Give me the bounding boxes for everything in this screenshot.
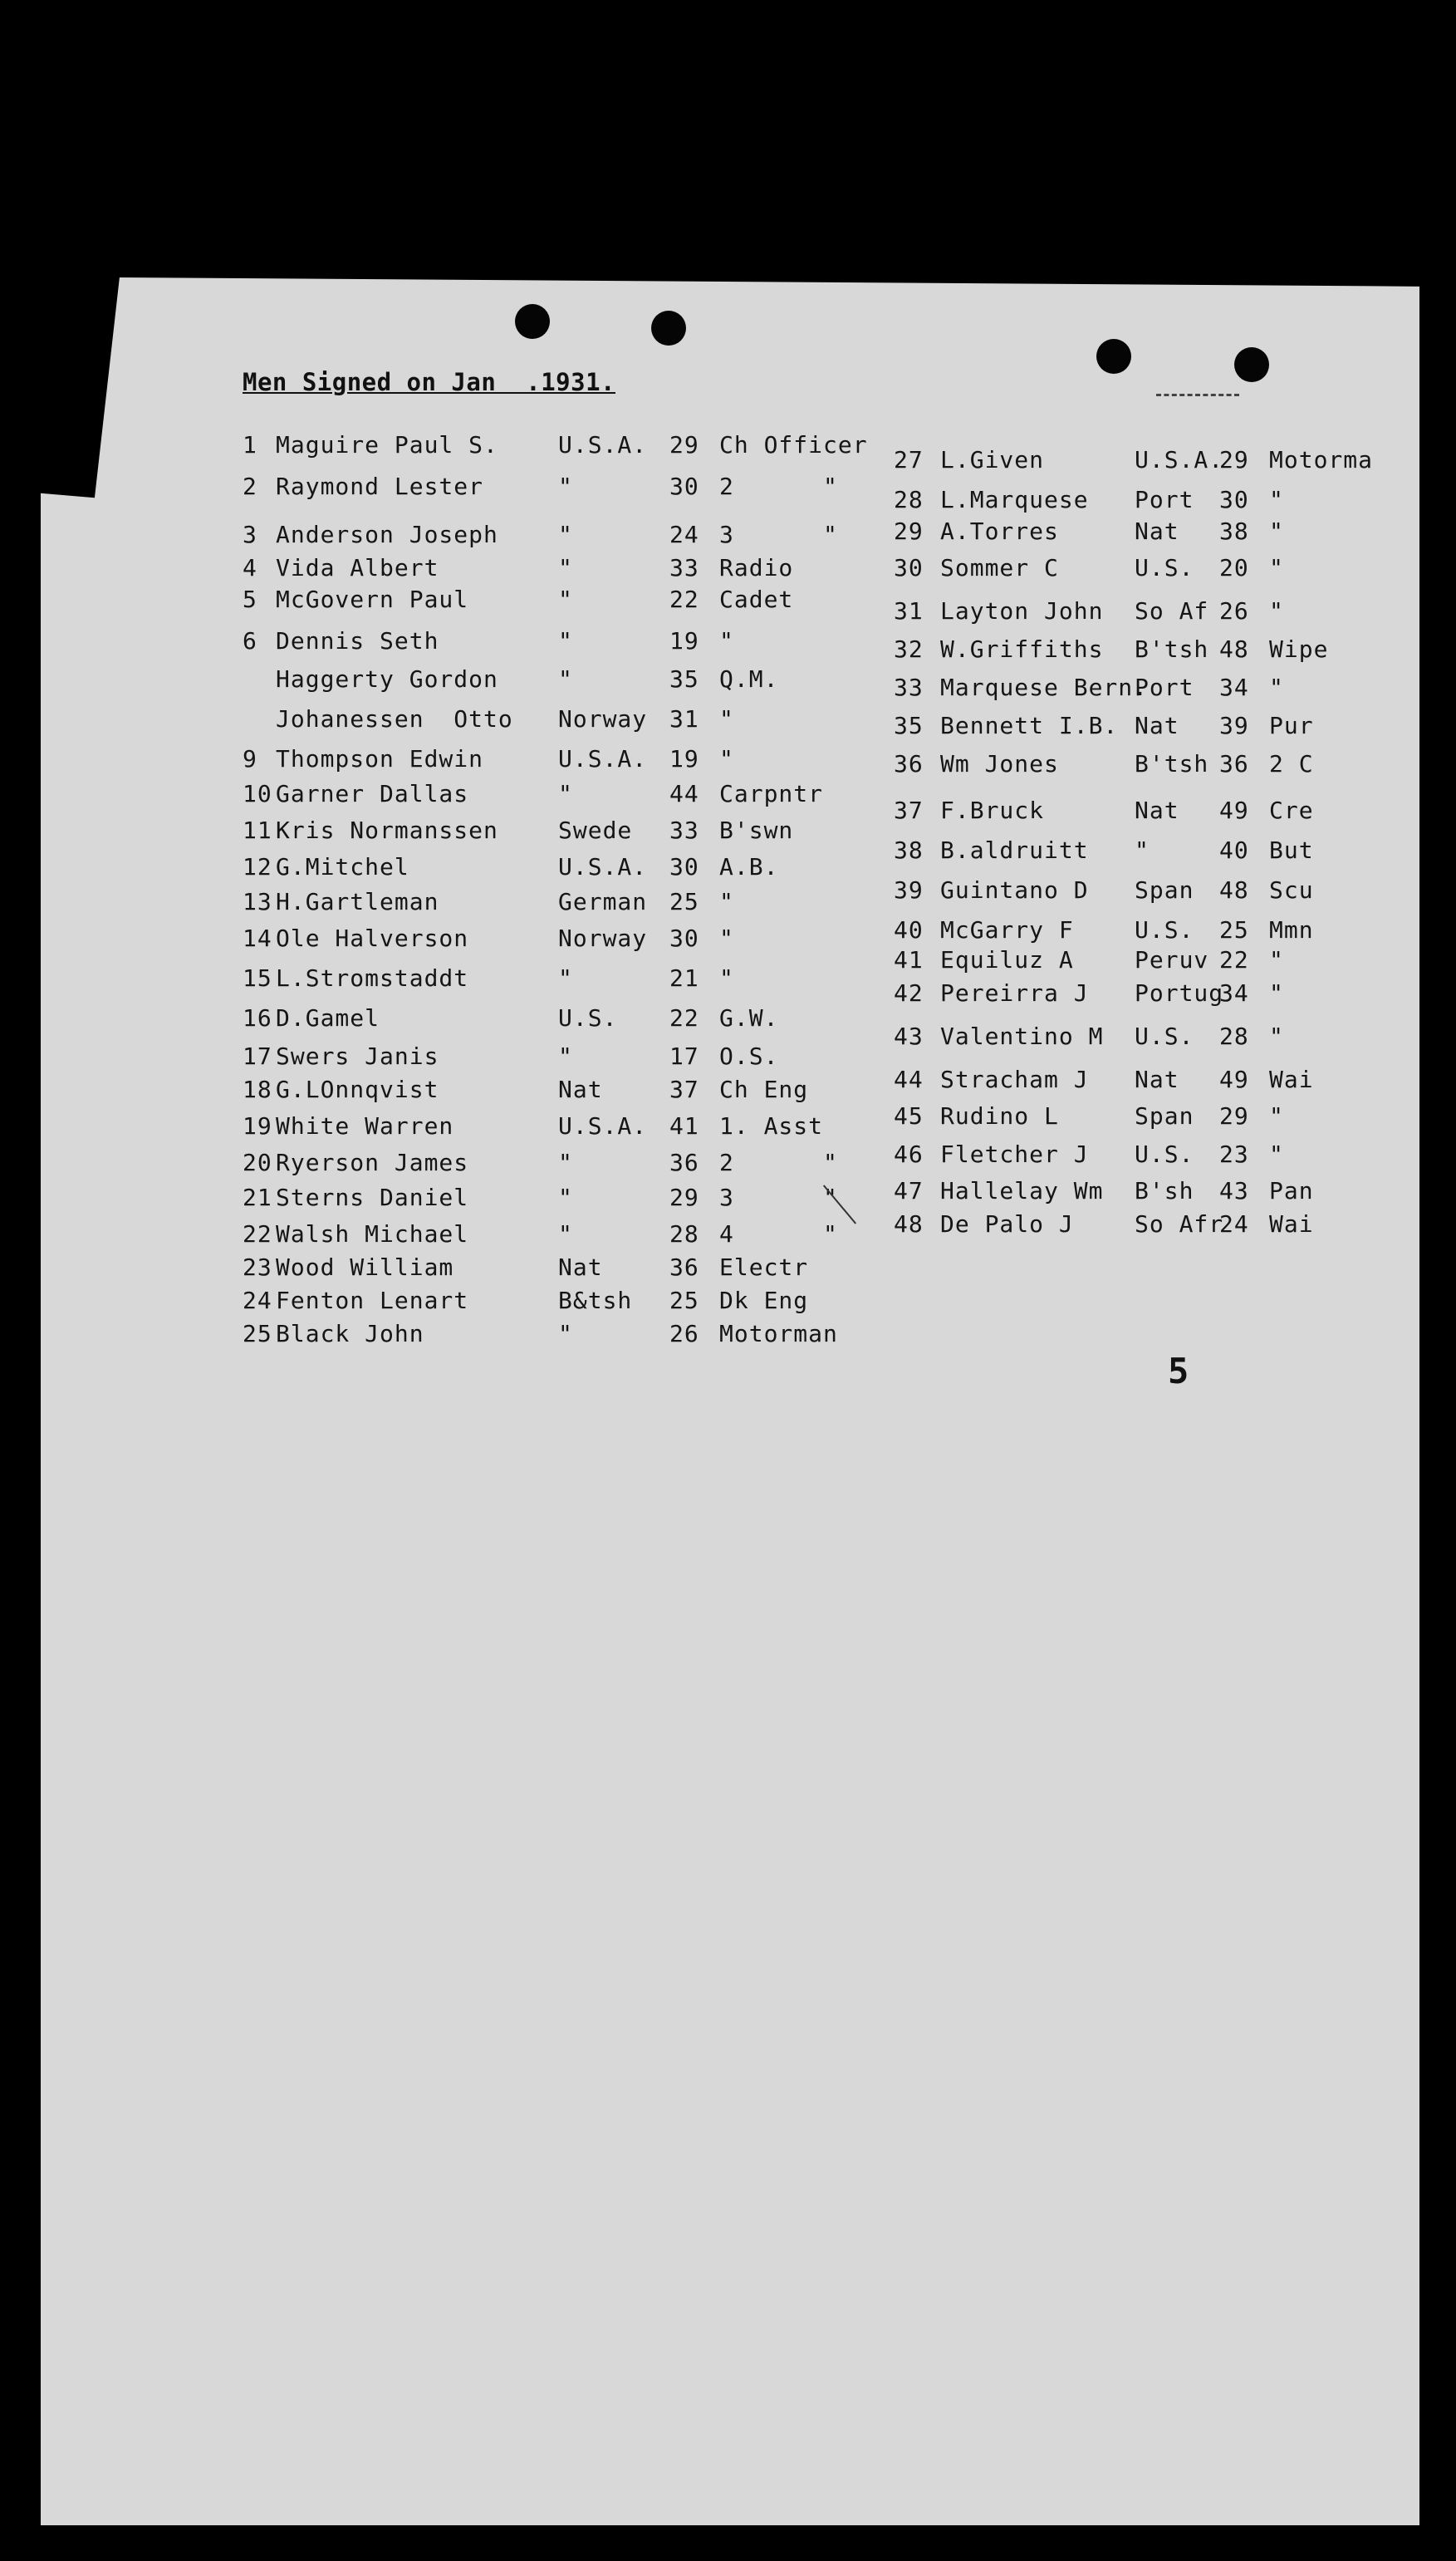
crew-name: Sterns Daniel (276, 1184, 469, 1211)
crew-rating: Q.M. (719, 665, 779, 693)
crew-name: Marquese Bern. (940, 674, 1149, 701)
crew-rating: " (1269, 1102, 1284, 1130)
crew-no: 41 (894, 946, 924, 974)
crew-nat: U.S.A. (558, 1112, 648, 1140)
crew-age: 41 (669, 1112, 699, 1140)
crew-name: Equiluz A (940, 946, 1074, 974)
crew-name: F.Bruck (940, 797, 1045, 824)
crew-nat: Nat (1135, 518, 1179, 545)
crew-age: 23 (1219, 1141, 1249, 1168)
crew-name: Pereirra J (940, 979, 1089, 1007)
crew-no: 15 (243, 964, 272, 992)
crew-nat: " (1135, 836, 1150, 864)
crew-no: 33 (894, 674, 924, 701)
crew-nat: Norway (558, 705, 648, 733)
crew-age: 29 (1219, 446, 1249, 473)
crew-name: Sommer C (940, 554, 1059, 581)
crew-rating: Mmn (1269, 916, 1314, 944)
crew-nat: German (558, 888, 648, 915)
page-number: 5 (1168, 1351, 1189, 1391)
crew-nat: Span (1135, 876, 1194, 904)
crew-age: 39 (1219, 712, 1249, 739)
crew-nat: U.S.A. (558, 431, 648, 459)
crew-nat: " (558, 627, 573, 655)
crew-no: 30 (894, 554, 924, 581)
crew-name: G.Mitchel (276, 853, 409, 881)
crew-age: 33 (669, 554, 699, 581)
crew-age: 36 (1219, 750, 1249, 778)
crew-rating: Wai (1269, 1066, 1314, 1093)
crew-name: Dennis Seth (276, 627, 439, 655)
crew-rating: " (719, 745, 734, 773)
crew-name: Bennett I.B. (940, 712, 1119, 739)
crew-no: 11 (243, 817, 272, 844)
crew-nat: U.S. (1135, 554, 1194, 581)
crew-name: Stracham J (940, 1066, 1089, 1093)
crew-no: 45 (894, 1102, 924, 1130)
crew-age: 34 (1219, 674, 1249, 701)
crew-no: 21 (243, 1184, 272, 1211)
crew-no: 13 (243, 888, 272, 915)
crew-no: 47 (894, 1177, 924, 1204)
crew-age: 22 (669, 1004, 699, 1032)
crew-age: 44 (669, 780, 699, 807)
crew-name: L.Stromstaddt (276, 964, 469, 992)
crew-name: Rudino L (940, 1102, 1059, 1130)
crew-name: Layton John (940, 597, 1104, 625)
crew-nat: Swede (558, 817, 633, 844)
punch-hole (1096, 339, 1131, 374)
crew-rating: Ch Officer (719, 431, 868, 459)
crew-rating: " (1269, 1023, 1284, 1050)
crew-nat: So Afr (1135, 1210, 1224, 1238)
crew-nat: U.S. (1135, 1141, 1194, 1168)
crew-nat: U.S. (1135, 916, 1194, 944)
crew-name: Hallelay Wm (940, 1177, 1104, 1204)
crew-name: McGovern Paul (276, 586, 469, 613)
crew-age: 49 (1219, 1066, 1249, 1093)
crew-age: 25 (669, 888, 699, 915)
crew-rating: " (1269, 979, 1284, 1007)
crew-name: Wood William (276, 1254, 454, 1281)
crew-rating: Scu (1269, 876, 1314, 904)
crew-name: H.Gartleman (276, 888, 439, 915)
crew-age: 29 (669, 431, 699, 459)
crew-age: 43 (1219, 1177, 1249, 1204)
crew-rating: O.S. (719, 1043, 779, 1070)
crew-name: Garner Dallas (276, 780, 469, 807)
crew-nat: Nat (558, 1254, 603, 1281)
crew-age: 26 (669, 1320, 699, 1347)
crew-nat: So Af (1135, 597, 1209, 625)
crew-nat: " (558, 964, 573, 992)
crew-age: 33 (669, 817, 699, 844)
crew-name: A.Torres (940, 518, 1059, 545)
crew-rating: G.W. (719, 1004, 779, 1032)
crew-nat: " (558, 521, 573, 548)
crew-name: Anderson Joseph (276, 521, 498, 548)
crew-name: Walsh Michael (276, 1220, 469, 1248)
crew-rating: Pan (1269, 1177, 1314, 1204)
document-page (37, 277, 1419, 2525)
punch-hole (1234, 347, 1269, 382)
crew-age: 28 (1219, 1023, 1249, 1050)
crew-age: 48 (1219, 635, 1249, 663)
crew-no: 40 (894, 916, 924, 944)
crew-name: Wm Jones (940, 750, 1059, 778)
crew-rating: " (1269, 518, 1284, 545)
crew-name: W.Griffiths (940, 635, 1104, 663)
crew-no: 32 (894, 635, 924, 663)
crew-no: 20 (243, 1149, 272, 1176)
crew-age: 49 (1219, 797, 1249, 824)
crew-rating: Radio (719, 554, 794, 581)
crew-nat: B'sh (1135, 1177, 1194, 1204)
crew-age: 30 (669, 473, 699, 500)
crew-no: 48 (894, 1210, 924, 1238)
crew-nat: Nat (1135, 712, 1179, 739)
crew-nat: U.S. (1135, 1023, 1194, 1050)
crew-name: Valentino M (940, 1023, 1104, 1050)
crew-name: Black John (276, 1320, 424, 1347)
crew-no: 37 (894, 797, 924, 824)
punch-hole (651, 311, 686, 346)
crew-no: 28 (894, 486, 924, 513)
crew-age: 25 (669, 1287, 699, 1314)
crew-age: 36 (669, 1149, 699, 1176)
crew-rating: " (1269, 554, 1284, 581)
crew-name: Kris Normanssen (276, 817, 498, 844)
crew-nat: U.S.A. (558, 745, 648, 773)
crew-no: 9 (243, 745, 257, 773)
crew-age: 22 (669, 586, 699, 613)
crew-rating: " (1269, 597, 1284, 625)
crew-no: 18 (243, 1076, 272, 1103)
crew-rating: " (719, 888, 734, 915)
crew-name: Vida Albert (276, 554, 439, 581)
crew-name: G.LOnnqvist (276, 1076, 439, 1103)
crew-no: 3 (243, 521, 257, 548)
crew-age: 21 (669, 964, 699, 992)
crew-rating: 3 " (719, 521, 838, 548)
crew-rating: Carpntr (719, 780, 824, 807)
crew-nat: Peruv (1135, 946, 1209, 974)
crew-rating: 2 " (719, 1149, 838, 1176)
crew-no: 31 (894, 597, 924, 625)
crew-nat: " (558, 1149, 573, 1176)
crew-nat: " (558, 1320, 573, 1347)
crew-age: 48 (1219, 876, 1249, 904)
crew-nat: Span (1135, 1102, 1194, 1130)
crew-name: Fenton Lenart (276, 1287, 469, 1314)
crew-nat: U.S. (558, 1004, 618, 1032)
crew-nat: " (558, 554, 573, 581)
crew-nat: " (558, 1220, 573, 1248)
crew-age: 19 (669, 627, 699, 655)
crew-age: 25 (1219, 916, 1249, 944)
crew-nat: " (558, 1043, 573, 1070)
crew-rating: Motorman (719, 1320, 838, 1347)
crew-rating: " (1269, 674, 1284, 701)
crew-name: D.Gamel (276, 1004, 380, 1032)
crew-no: 14 (243, 925, 272, 952)
crew-rating: B'swn (719, 817, 794, 844)
crew-age: 31 (669, 705, 699, 733)
crew-rating: 1. Asst (719, 1112, 824, 1140)
crew-name: Maguire Paul S. (276, 431, 498, 459)
crew-no: 17 (243, 1043, 272, 1070)
crew-rating: But (1269, 836, 1314, 864)
crew-name: Guintano D (940, 876, 1089, 904)
crew-nat: " (558, 665, 573, 693)
page-title: Men Signed on Jan .1931. (243, 368, 615, 396)
crew-age: 40 (1219, 836, 1249, 864)
crew-no: 43 (894, 1023, 924, 1050)
crew-nat: " (558, 780, 573, 807)
crew-rating: Motorma (1269, 446, 1374, 473)
crew-name: L.Given (940, 446, 1045, 473)
crew-no: 39 (894, 876, 924, 904)
crew-no: 35 (894, 712, 924, 739)
crew-no: 38 (894, 836, 924, 864)
crew-no: 5 (243, 586, 257, 613)
crew-age: 28 (669, 1220, 699, 1248)
crew-no: 2 (243, 473, 257, 500)
crew-age: 30 (1219, 486, 1249, 513)
crew-rating: " (719, 964, 734, 992)
crew-rating: " (719, 925, 734, 952)
crew-name: Haggerty Gordon (276, 665, 498, 693)
crew-name: Ole Halverson (276, 925, 469, 952)
crew-no: 24 (243, 1287, 272, 1314)
crew-no: 27 (894, 446, 924, 473)
crew-age: 34 (1219, 979, 1249, 1007)
crew-name: Johanessen Otto (276, 705, 513, 733)
crew-rating: Pur (1269, 712, 1314, 739)
crew-no: 6 (243, 627, 257, 655)
crew-age: 37 (669, 1076, 699, 1103)
crew-name: Raymond Lester (276, 473, 484, 500)
crew-nat: Norway (558, 925, 648, 952)
crew-age: 29 (1219, 1102, 1249, 1130)
crew-rating: Electr (719, 1254, 809, 1281)
crew-rating: Wai (1269, 1210, 1314, 1238)
crew-name: McGarry F (940, 916, 1074, 944)
crew-rating: 4 " (719, 1220, 838, 1248)
crew-rating: Dk Eng (719, 1287, 809, 1314)
crew-nat: " (558, 586, 573, 613)
crew-rating: " (1269, 946, 1284, 974)
crew-age: 24 (669, 521, 699, 548)
crew-rating: 2 C (1269, 750, 1314, 778)
crew-name: De Palo J (940, 1210, 1074, 1238)
crew-name: White Warren (276, 1112, 454, 1140)
crew-no: 25 (243, 1320, 272, 1347)
crew-no: 1 (243, 431, 257, 459)
crew-age: 17 (669, 1043, 699, 1070)
punch-hole (515, 304, 550, 339)
crew-no: 4 (243, 554, 257, 581)
crew-age: 29 (669, 1184, 699, 1211)
crew-rating: " (1269, 1141, 1284, 1168)
crew-name: Thompson Edwin (276, 745, 484, 773)
crew-age: 36 (669, 1254, 699, 1281)
crew-nat: Portug (1135, 979, 1224, 1007)
crew-nat: " (558, 473, 573, 500)
crew-no: 22 (243, 1220, 272, 1248)
crew-nat: B'tsh (1135, 635, 1209, 663)
crew-no: 46 (894, 1141, 924, 1168)
crew-no: 44 (894, 1066, 924, 1093)
crew-rating: Cadet (719, 586, 794, 613)
crew-rating: " (1269, 486, 1284, 513)
crew-nat: Port (1135, 486, 1194, 513)
crew-name: L.Marquese (940, 486, 1089, 513)
crew-no: 42 (894, 979, 924, 1007)
crew-rating: A.B. (719, 853, 779, 881)
crew-no: 36 (894, 750, 924, 778)
crew-age: 24 (1219, 1210, 1249, 1238)
crew-name: Fletcher J (940, 1141, 1089, 1168)
crew-age: 22 (1219, 946, 1249, 974)
crew-age: 26 (1219, 597, 1249, 625)
crew-name: B.aldruitt (940, 836, 1089, 864)
crew-no: 16 (243, 1004, 272, 1032)
crew-age: 35 (669, 665, 699, 693)
crew-no: 10 (243, 780, 272, 807)
crew-nat: " (558, 1184, 573, 1211)
crew-no: 29 (894, 518, 924, 545)
crew-nat: B&tsh (558, 1287, 633, 1314)
crew-rating: 3 " (719, 1184, 838, 1211)
crew-rating: " (719, 627, 734, 655)
crew-age: 30 (669, 853, 699, 881)
crew-rating: 2 " (719, 473, 838, 500)
crew-age: 30 (669, 925, 699, 952)
crew-name: Swers Janis (276, 1043, 439, 1070)
crew-nat: U.S.A. (558, 853, 648, 881)
crew-rating: " (719, 705, 734, 733)
crew-rating: Ch Eng (719, 1076, 809, 1103)
crew-rating: Cre (1269, 797, 1314, 824)
crew-nat: Port (1135, 674, 1194, 701)
crew-no: 23 (243, 1254, 272, 1281)
crew-no: 12 (243, 853, 272, 881)
crew-age: 38 (1219, 518, 1249, 545)
crew-no: 19 (243, 1112, 272, 1140)
crew-age: 19 (669, 745, 699, 773)
crew-name: Ryerson James (276, 1149, 469, 1176)
crew-rating: Wipe (1269, 635, 1329, 663)
crew-nat: Nat (1135, 1066, 1179, 1093)
crew-age: 20 (1219, 554, 1249, 581)
crew-nat: Nat (1135, 797, 1179, 824)
crew-nat: U.S.A. (1135, 446, 1224, 473)
pencil-dash (1156, 394, 1239, 396)
crew-nat: B'tsh (1135, 750, 1209, 778)
crew-nat: Nat (558, 1076, 603, 1103)
